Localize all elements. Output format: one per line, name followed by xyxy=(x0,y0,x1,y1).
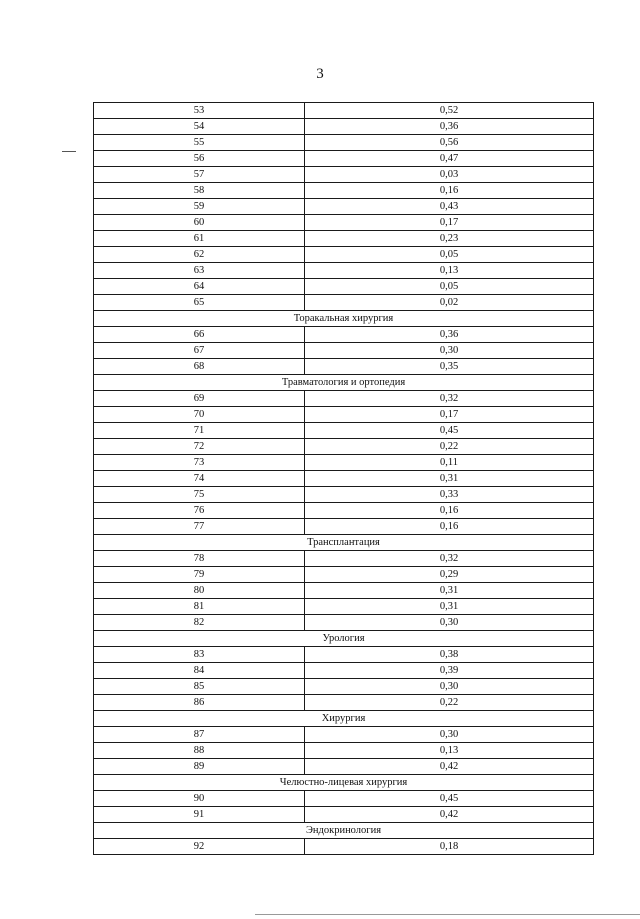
row-number-cell: 73 xyxy=(94,455,305,471)
table-row xyxy=(94,567,594,583)
row-value-cell: 0,22 xyxy=(305,695,594,711)
section-title: Торакальная хирургия xyxy=(94,311,594,327)
row-number-cell: 58 xyxy=(94,183,305,199)
table-row xyxy=(94,247,594,263)
table-row xyxy=(94,695,594,711)
section-header-row xyxy=(94,375,594,391)
row-value-cell: 0,11 xyxy=(305,455,594,471)
table-row xyxy=(94,103,594,119)
row-value-cell: 0,29 xyxy=(305,567,594,583)
row-value-cell: 0,13 xyxy=(305,263,594,279)
table-row xyxy=(94,167,594,183)
row-number-cell: 89 xyxy=(94,759,305,775)
table-row xyxy=(94,839,594,855)
table-row xyxy=(94,791,594,807)
row-value-cell: 0,56 xyxy=(305,135,594,151)
table-row xyxy=(94,327,594,343)
row-number-cell: 75 xyxy=(94,487,305,503)
table-row xyxy=(94,743,594,759)
table-row xyxy=(94,439,594,455)
row-value-cell: 0,02 xyxy=(305,295,594,311)
section-title: Хирургия xyxy=(94,711,594,727)
row-number-cell: 85 xyxy=(94,679,305,695)
row-number-cell: 62 xyxy=(94,247,305,263)
table-row xyxy=(94,183,594,199)
page-number: 3 xyxy=(316,66,324,82)
section-header-row xyxy=(94,711,594,727)
row-number-cell: 55 xyxy=(94,135,305,151)
table-row xyxy=(94,615,594,631)
table-row xyxy=(94,391,594,407)
coefficient-table xyxy=(93,102,594,855)
table-row xyxy=(94,807,594,823)
section-title: Челюстно-лицевая хирургия xyxy=(94,775,594,791)
table-row xyxy=(94,471,594,487)
row-number-cell: 84 xyxy=(94,663,305,679)
table-row xyxy=(94,231,594,247)
section-header-row xyxy=(94,775,594,791)
table-row xyxy=(94,455,594,471)
row-number-cell: 87 xyxy=(94,727,305,743)
table-row xyxy=(94,759,594,775)
row-number-cell: 56 xyxy=(94,151,305,167)
row-number-cell: 74 xyxy=(94,471,305,487)
scan-edge-line xyxy=(255,914,640,915)
table-row xyxy=(94,663,594,679)
row-number-cell: 57 xyxy=(94,167,305,183)
table-row xyxy=(94,583,594,599)
row-number-cell: 92 xyxy=(94,839,305,855)
row-value-cell: 0,16 xyxy=(305,183,594,199)
row-number-cell: 78 xyxy=(94,551,305,567)
row-value-cell: 0,16 xyxy=(305,519,594,535)
table-row xyxy=(94,647,594,663)
row-value-cell: 0,38 xyxy=(305,647,594,663)
row-value-cell: 0,16 xyxy=(305,503,594,519)
row-value-cell: 0,47 xyxy=(305,151,594,167)
row-value-cell: 0,43 xyxy=(305,199,594,215)
row-value-cell: 0,18 xyxy=(305,839,594,855)
table-row xyxy=(94,279,594,295)
section-title: Трансплантация xyxy=(94,535,594,551)
row-value-cell: 0,30 xyxy=(305,343,594,359)
row-number-cell: 70 xyxy=(94,407,305,423)
row-number-cell: 60 xyxy=(94,215,305,231)
row-number-cell: 82 xyxy=(94,615,305,631)
row-value-cell: 0,13 xyxy=(305,743,594,759)
row-number-cell: 83 xyxy=(94,647,305,663)
row-value-cell: 0,35 xyxy=(305,359,594,375)
row-number-cell: 90 xyxy=(94,791,305,807)
table-row xyxy=(94,295,594,311)
row-number-cell: 81 xyxy=(94,599,305,615)
table-row xyxy=(94,151,594,167)
table-row xyxy=(94,215,594,231)
row-value-cell: 0,31 xyxy=(305,583,594,599)
table-row xyxy=(94,727,594,743)
table-row xyxy=(94,599,594,615)
row-number-cell: 76 xyxy=(94,503,305,519)
table-row xyxy=(94,551,594,567)
section-header-row xyxy=(94,823,594,839)
row-number-cell: 71 xyxy=(94,423,305,439)
row-number-cell: 86 xyxy=(94,695,305,711)
row-number-cell: 66 xyxy=(94,327,305,343)
row-number-cell: 88 xyxy=(94,743,305,759)
table-row xyxy=(94,359,594,375)
row-number-cell: 65 xyxy=(94,295,305,311)
row-value-cell: 0,03 xyxy=(305,167,594,183)
row-value-cell: 0,52 xyxy=(305,103,594,119)
table-row xyxy=(94,343,594,359)
row-value-cell: 0,17 xyxy=(305,407,594,423)
row-value-cell: 0,31 xyxy=(305,471,594,487)
row-value-cell: 0,32 xyxy=(305,391,594,407)
row-value-cell: 0,45 xyxy=(305,791,594,807)
row-value-cell: 0,42 xyxy=(305,807,594,823)
row-number-cell: 61 xyxy=(94,231,305,247)
table-row xyxy=(94,503,594,519)
row-value-cell: 0,33 xyxy=(305,487,594,503)
row-value-cell: 0,30 xyxy=(305,727,594,743)
row-number-cell: 53 xyxy=(94,103,305,119)
table-row xyxy=(94,407,594,423)
row-value-cell: 0,36 xyxy=(305,119,594,135)
row-number-cell: 68 xyxy=(94,359,305,375)
row-value-cell: 0,17 xyxy=(305,215,594,231)
section-title: Травматология и ортопедия xyxy=(94,375,594,391)
table-row xyxy=(94,263,594,279)
section-header-row xyxy=(94,631,594,647)
row-value-cell: 0,36 xyxy=(305,327,594,343)
table-row xyxy=(94,519,594,535)
row-value-cell: 0,39 xyxy=(305,663,594,679)
row-value-cell: 0,30 xyxy=(305,679,594,695)
table-body xyxy=(94,103,594,855)
row-value-cell: 0,31 xyxy=(305,599,594,615)
row-number-cell: 79 xyxy=(94,567,305,583)
row-value-cell: 0,22 xyxy=(305,439,594,455)
row-value-cell: 0,05 xyxy=(305,279,594,295)
section-title: Эндокринология xyxy=(94,823,594,839)
section-title: Урология xyxy=(94,631,594,647)
row-number-cell: 77 xyxy=(94,519,305,535)
scan-mark xyxy=(62,151,76,152)
row-number-cell: 67 xyxy=(94,343,305,359)
section-header-row xyxy=(94,535,594,551)
row-value-cell: 0,23 xyxy=(305,231,594,247)
row-number-cell: 59 xyxy=(94,199,305,215)
row-value-cell: 0,42 xyxy=(305,759,594,775)
row-value-cell: 0,30 xyxy=(305,615,594,631)
table-row xyxy=(94,679,594,695)
table-row xyxy=(94,423,594,439)
row-value-cell: 0,45 xyxy=(305,423,594,439)
row-number-cell: 63 xyxy=(94,263,305,279)
row-number-cell: 69 xyxy=(94,391,305,407)
row-number-cell: 54 xyxy=(94,119,305,135)
row-number-cell: 80 xyxy=(94,583,305,599)
table-row xyxy=(94,199,594,215)
row-number-cell: 64 xyxy=(94,279,305,295)
table-row xyxy=(94,135,594,151)
row-value-cell: 0,32 xyxy=(305,551,594,567)
row-value-cell: 0,05 xyxy=(305,247,594,263)
row-number-cell: 91 xyxy=(94,807,305,823)
section-header-row xyxy=(94,311,594,327)
table-row xyxy=(94,119,594,135)
row-number-cell: 72 xyxy=(94,439,305,455)
table-row xyxy=(94,487,594,503)
